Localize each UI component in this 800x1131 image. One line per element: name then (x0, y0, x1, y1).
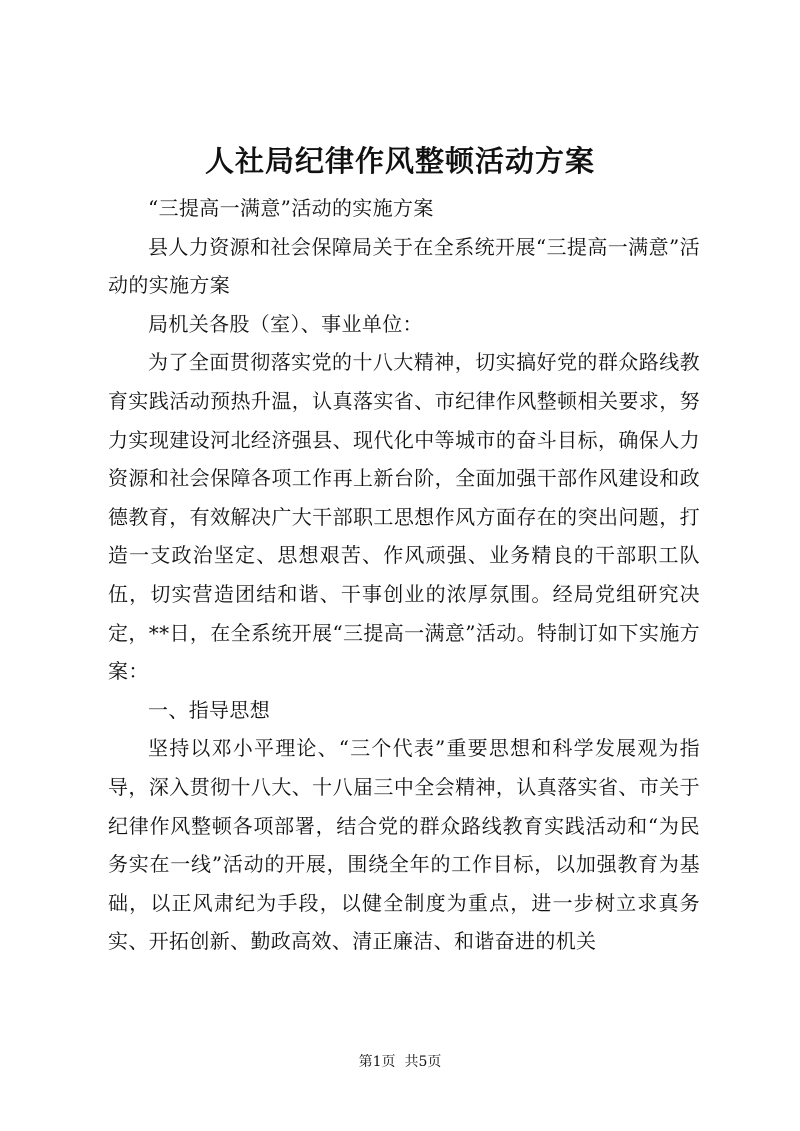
paragraph-subtitle: “三提高一满意”活动的实施方案 (148, 196, 434, 220)
document-body (108, 189, 700, 961)
paragraph-notice-title: 县人力资源和社会保障局关于在全系统开展“三提高一满意”活动的实施方案 (108, 234, 700, 298)
section-heading-guiding-ideology: 一、指导思想 (148, 697, 271, 722)
paragraph-recipients: 局机关各股（室）、事业单位： (148, 311, 423, 336)
page-footer: 第1页 共5页 (358, 1054, 442, 1070)
paragraph-guiding-ideology: 坚持以邓小平理论、“三个代表”重要思想和科学发展观为指导，深入贯彻十八大、十八届三中全会精神，认真落实省、市关于纪律作风整顿各项部署，结合党的群众路线教育实践活动和“为民务实在一线”活动的开展，围绕全年的工作目标，以加强教育为基础，以正风肃纪为手段，以健全制度为重点，进一步树立求真务实、开拓创新、勤政高效、清正廉洁、和谐奋进的机关 (108, 736, 700, 954)
paragraph-introduction: 为了全面贯彻落实党的十八大精神，切实搞好党的群众路线教育实践活动预热升温，认真落实省、市纪律作风整顿相关要求，努力实现建设河北经济强县、现代化中等城市的奋斗目标，确保人力资源和社会保障各项工作再上新台阶，全面加强干部作风建设和政德教育，有效解决广大干部职工思想作风方面存在的突出问题，打造一支政治坚定、思想艰苦、作风顽强、业务精良的干部职工队伍，切实营造团结和谐、干事创业的浓厚氛围。经局党组研究决定，**日，在全系统开展“三提高一满意”活动。特制订如下实施方案： (108, 350, 700, 684)
document-title: 人社局纪律作风整顿活动方案 (204, 144, 595, 178)
